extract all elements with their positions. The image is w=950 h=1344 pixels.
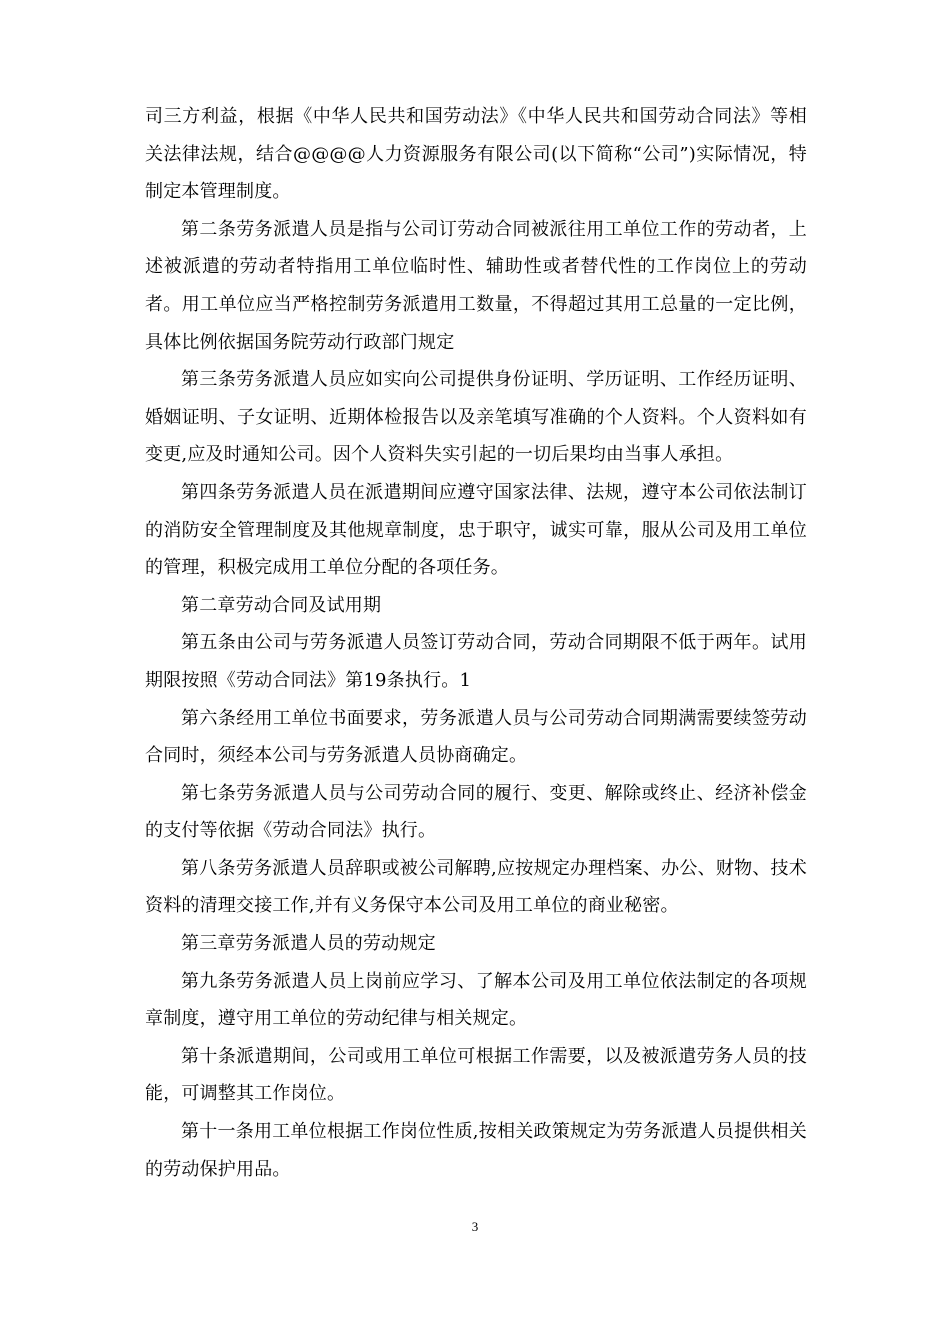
paragraph-article-4: 第四条劳务派遣人员在派遣期间应遵守国家法律、法规，遵守本公司依法制订的消防安全管理制度及其他规章制度，忠于职守，诚实可靠，服从公司及用工单位的管理，积极完成用工单位分配的各项任务。 — [145, 481, 807, 579]
paragraph-article-11: 第十一条用工单位根据工作岗位性质,按相关政策规定为劳务派遣人员提供相关的劳动保护用品。 — [145, 1121, 807, 1180]
paragraph-article-7: 第七条劳务派遣人员与公司劳动合同的履行、变更、解除或终止、经济补偿金的支付等依据《劳动合同法》执行。 — [145, 782, 807, 842]
chapter-2-heading: 第二章劳动合同及试用期 — [181, 594, 382, 616]
paragraph-article-10: 第十条派遣期间，公司或用工单位可根据工作需要，以及被派遣劳务人员的技能，可调整其工作岗位。 — [145, 1045, 807, 1105]
paragraph-article-2: 第二条劳务派遣人员是指与公司订劳动合同被派往用工单位工作的劳动者，上述被派遣的劳动者特指用工单位临时性、辅助性或者替代性的工作岗位上的劳动者。用工单位应当严格控制劳务派遣用工数量，不得超过其用工总量的一定比例，具体比例依据国务院劳动行政部门规定 — [145, 218, 807, 353]
paragraph-article-9: 第九条劳务派遣人员上岗前应学习、了解本公司及用工单位依法制定的各项规章制度，遵守用工单位的劳动纪律与相关规定。 — [145, 970, 807, 1030]
page-number: 3 — [471, 1219, 479, 1234]
document-body — [145, 98, 807, 1188]
paragraph-article-6: 第六条经用工单位书面要求，劳务派遣人员与公司劳动合同期满需要续签劳动合同时，须经本公司与劳务派遣人员协商确定。 — [145, 707, 807, 767]
paragraph-article-5: 第五条由公司与劳务派遣人员签订劳动合同，劳动合同期限不低于两年。试用期限按照《劳动合同法》第19条执行。1 — [145, 632, 807, 691]
paragraph-article-8: 第八条劳务派遣人员辞职或被公司解聘,应按规定办理档案、办公、财物、技术资料的清理交接工作,并有义务保守本公司及用工单位的商业秘密。 — [145, 857, 807, 917]
paragraph-intro-continuation: 司三方利益，根据《中华人民共和国劳动法》《中华人民共和国劳动合同法》等相关法律法规，结合@@@@人力资源服务有限公司(以下简称“公司”)实际情况，特制定本管理制度。 — [145, 106, 807, 203]
paragraph-article-3: 第三条劳务派遣人员应如实向公司提供身份证明、学历证明、工作经历证明、婚姻证明、子女证明、近期体检报告以及亲笔填写准确的个人资料。个人资料如有变更,应及时通知公司。因个人资料失实引起的一切后果均由当事人承担。 — [145, 369, 807, 466]
chapter-3-heading: 第三章劳务派遣人员的劳动规定 — [181, 933, 436, 955]
